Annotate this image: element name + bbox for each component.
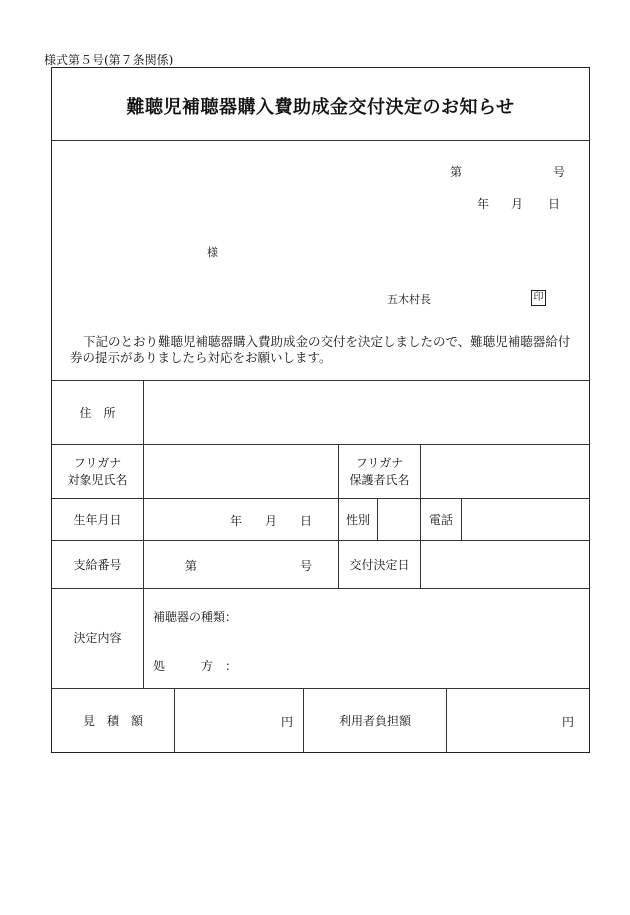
birth-day-unit: 日 [300, 514, 313, 528]
guardian-furigana-label: フリガナ [355, 456, 404, 470]
date-day: 日 [548, 197, 561, 211]
date-year: 年 [477, 197, 490, 211]
birth-month-unit: 月 [265, 514, 278, 528]
phone-label: 電話 [428, 513, 453, 527]
prescription-label: 処 方 ： [153, 659, 238, 673]
address-field[interactable] [144, 381, 589, 444]
gender-label: 性別 [345, 513, 370, 527]
prescription-field[interactable] [302, 648, 582, 678]
child-name-label: 対象児氏名 [67, 473, 128, 487]
form-number: 様式第５号(第７条関係) [44, 53, 174, 67]
form-title: 難聴児補聴器購入費助成金交付決定のお知らせ [126, 97, 515, 118]
decision-date-label: 交付決定日 [349, 558, 410, 572]
decision-date-field[interactable] [421, 541, 589, 588]
guardian-name-label: 保護者氏名 [349, 473, 410, 487]
child-name-field[interactable] [144, 445, 338, 498]
addressee-suffix: 様 [207, 246, 218, 259]
birth-year-unit: 年 [230, 514, 243, 528]
estimate-label: 見 積 額 [82, 714, 143, 728]
notice-form [51, 67, 590, 753]
guardian-name-field[interactable] [421, 445, 589, 498]
notice-text: 下記のとおり難聴児補聴器購入費助成金の交付を決定しましたので、難聴児補聴器給付券の提示がありましたら対応をお願いします。 [70, 334, 571, 365]
phone-field[interactable] [462, 499, 589, 540]
gender-field[interactable] [378, 499, 420, 540]
burden-label: 利用者負担額 [338, 714, 411, 728]
issuer-name: 五木村長 [387, 293, 431, 306]
date-month: 月 [511, 197, 524, 211]
supply-number-suffix: 号 [300, 559, 313, 573]
estimate-yen-unit: 円 [281, 715, 294, 729]
number-prefix: 第 [450, 165, 463, 179]
seal-mark: 印 [531, 290, 546, 306]
decision-content-label: 決定内容 [73, 631, 122, 645]
birthdate-label: 生年月日 [73, 513, 122, 527]
supply-number-prefix: 第 [185, 559, 198, 573]
device-type-field[interactable] [302, 598, 582, 628]
address-label: 住 所 [79, 406, 116, 420]
child-furigana-label: フリガナ [73, 456, 122, 470]
supply-number-label: 支給番号 [73, 558, 122, 572]
device-type-label: 補聴器の種類： [153, 610, 238, 624]
divider [52, 140, 589, 141]
burden-yen-unit: 円 [562, 715, 575, 729]
number-suffix: 号 [553, 165, 566, 179]
